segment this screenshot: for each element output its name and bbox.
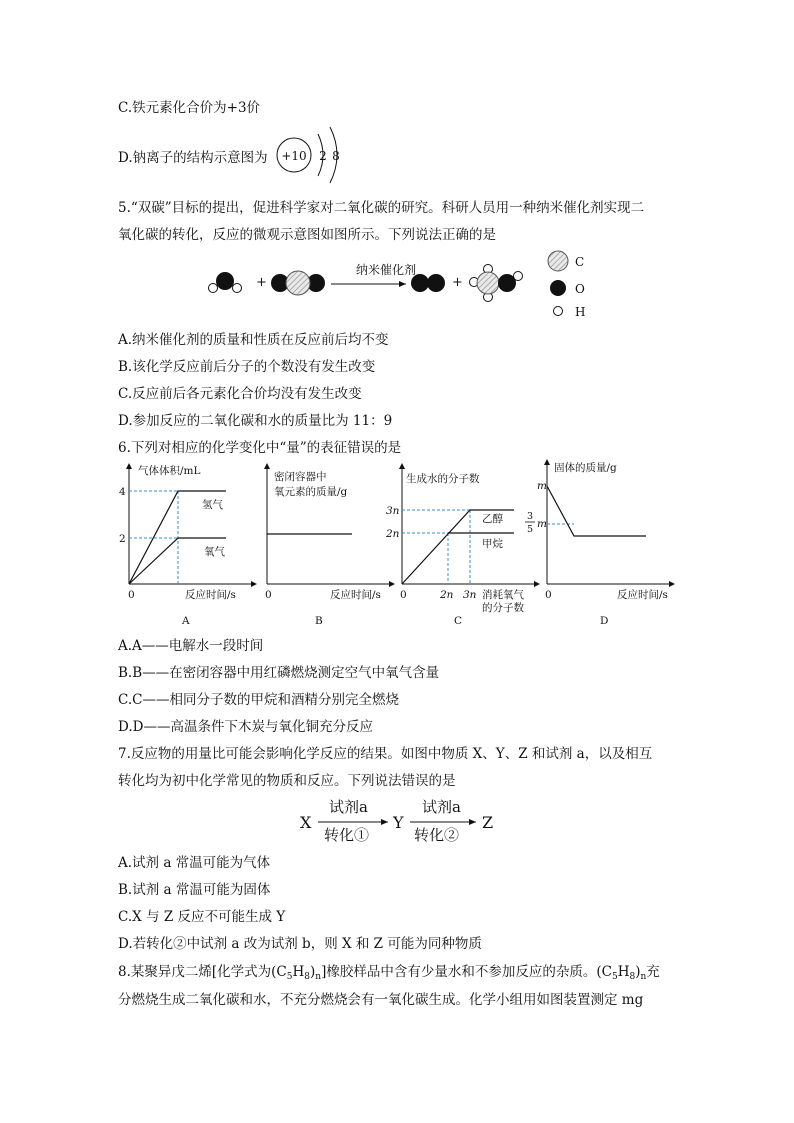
plus-sign-2: + [452,275,463,290]
q7-option-a: A.试剂 a 常温可能为气体 [118,855,271,871]
q8-stem-line2: 分燃烧生成二氧化碳和水，不充分燃烧会有一氧化碳生成。化学小组用如图装置测定 mg [118,992,644,1008]
graph-c [385,464,539,627]
carbon-dioxide-molecule [271,271,325,295]
svg-text:B: B [315,615,323,627]
svg-text:密闭容器中: 密闭容器中 [274,471,327,483]
q7-stem-line1: 7.反应物的用量比可能会影响化学反应的结果。如图中物质 X、Y、Z 和试剂 a，以及相互 [118,746,653,762]
q4-option-d: D.钠离子的结构示意图为 [118,150,268,166]
svg-text:4: 4 [119,486,126,498]
plus-sign-1: + [256,275,267,290]
svg-text:生成水的分子数: 生成水的分子数 [406,473,480,485]
q6-graphs [114,458,684,630]
svg-text:3n: 3n [386,505,400,517]
svg-text:O: O [575,282,585,296]
q5-reaction-diagram [200,244,620,326]
svg-text:0: 0 [265,589,272,601]
q5-stem-line1: 5.“双碳”目标的提出，促进科学家对二氧化碳的研究。科研人员用一种纳米催化剂实现二 [118,200,645,216]
svg-text:2n: 2n [440,589,454,601]
svg-text:0: 0 [400,589,407,601]
svg-text:H: H [575,305,586,319]
svg-text:C: C [575,255,585,269]
arrow-1-icon [381,819,388,825]
svg-text:5: 5 [527,524,534,535]
svg-text:X: X [300,813,312,832]
q6-option-d: D.D——高温条件下木炭与氧化铜充分反应 [118,719,373,735]
q7-stem-line2: 转化均为初中化学常见的物质和反应。下列说法错误的是 [118,773,456,789]
q5-option-a: A.纳米催化剂的质量和性质在反应前后均不变 [118,332,389,348]
q8-stem-line1: 8.某聚异戊二烯[化学式为$(C_5H_8)_n$]橡胶样品中含有少量水和不参加反应的杂质。$(C_5H_8)_n$充 [118,964,660,982]
q6-stem: 6.下列对相应的化学变化中“量”的表征错误的是 [118,440,402,456]
svg-text:氢气: 氢气 [202,499,223,511]
svg-text:反应时间/s: 反应时间/s [330,589,381,601]
svg-text:气体体积/mL: 气体体积/mL [138,465,201,477]
graph-b [265,464,394,627]
svg-text:氧元素的质量/g: 氧元素的质量/g [274,486,348,498]
q6-option-c: C.C——相同分子数的甲烷和酒精分别完全燃烧 [118,692,399,708]
sodium-ion-structure-diagram [272,124,362,188]
nucleus-charge: +10 [281,149,307,163]
q7-conversion-diagram [296,794,506,846]
oxygen-molecule [411,274,445,292]
svg-text:Y: Y [393,813,404,832]
svg-text:反应时间/s: 反应时间/s [185,589,236,601]
arrow-head-icon [399,281,406,287]
svg-text:C: C [454,615,463,627]
q5-option-b: B.该化学反应前后分子的个数没有发生改变 [118,359,376,375]
svg-text:Z: Z [482,813,494,832]
q6-option-a: A.A——电解水一段时间 [118,638,264,654]
catalyst-label: 纳米催化剂 [356,263,417,277]
svg-text:D: D [600,615,609,627]
svg-text:乙醇: 乙醇 [482,513,503,525]
svg-text:消耗氧气: 消耗氧气 [482,589,524,601]
q5-option-c: C.反应前后各元素化合价均没有发生改变 [118,386,362,402]
q5-stem-line2: 氧化碳的转化，反应的微观示意图如图所示。下列说法正确的是 [118,227,496,243]
q7-option-c: C.X 与 Z 反应不可能生成 Y [118,909,286,925]
q4-option-c: C.铁元素化合价为+3价 [118,100,261,116]
q6-option-b: B.B——在密闭容器中用红磷燃烧测定空气中氧气含量 [118,665,440,681]
svg-text:A: A [182,615,190,627]
svg-text:转化②: 转化② [414,826,460,844]
svg-text:m: m [537,518,547,530]
water-molecule [209,272,242,293]
svg-text:3n: 3n [463,589,477,601]
svg-text:0: 0 [545,589,552,601]
graph-d [525,460,674,627]
solid-mass-line [547,486,646,536]
svg-text:2n: 2n [386,528,400,540]
svg-text:氧气: 氧气 [204,546,225,558]
svg-text:转化①: 转化① [324,826,370,844]
svg-text:试剂a: 试剂a [422,798,461,816]
atom-legend [548,251,585,319]
svg-text:3: 3 [527,511,534,522]
shell2-count: 8 [332,149,340,163]
q7-option-d: D.若转化②中试剂 a 改为试剂 b，则 X 和 Z 可能为同种物质 [118,936,482,952]
svg-text:2: 2 [119,533,126,545]
svg-text:固体的质量/g: 固体的质量/g [554,462,617,474]
arrow-2-icon [469,819,476,825]
graph-a [119,464,256,627]
svg-text:0: 0 [128,589,135,601]
q5-option-d: D.参加反应的二氧化碳和水的质量比为 11：9 [118,413,393,429]
svg-text:m: m [537,480,547,492]
q7-option-b: B.试剂 a 常温可能为固体 [118,882,271,898]
methanol-molecule [470,265,523,302]
shell1-count: 2 [319,149,327,163]
svg-text:的分子数: 的分子数 [482,602,524,614]
svg-text:反应时间/s: 反应时间/s [617,589,668,601]
svg-text:试剂a: 试剂a [329,798,368,816]
svg-text:甲烷: 甲烷 [482,538,503,550]
